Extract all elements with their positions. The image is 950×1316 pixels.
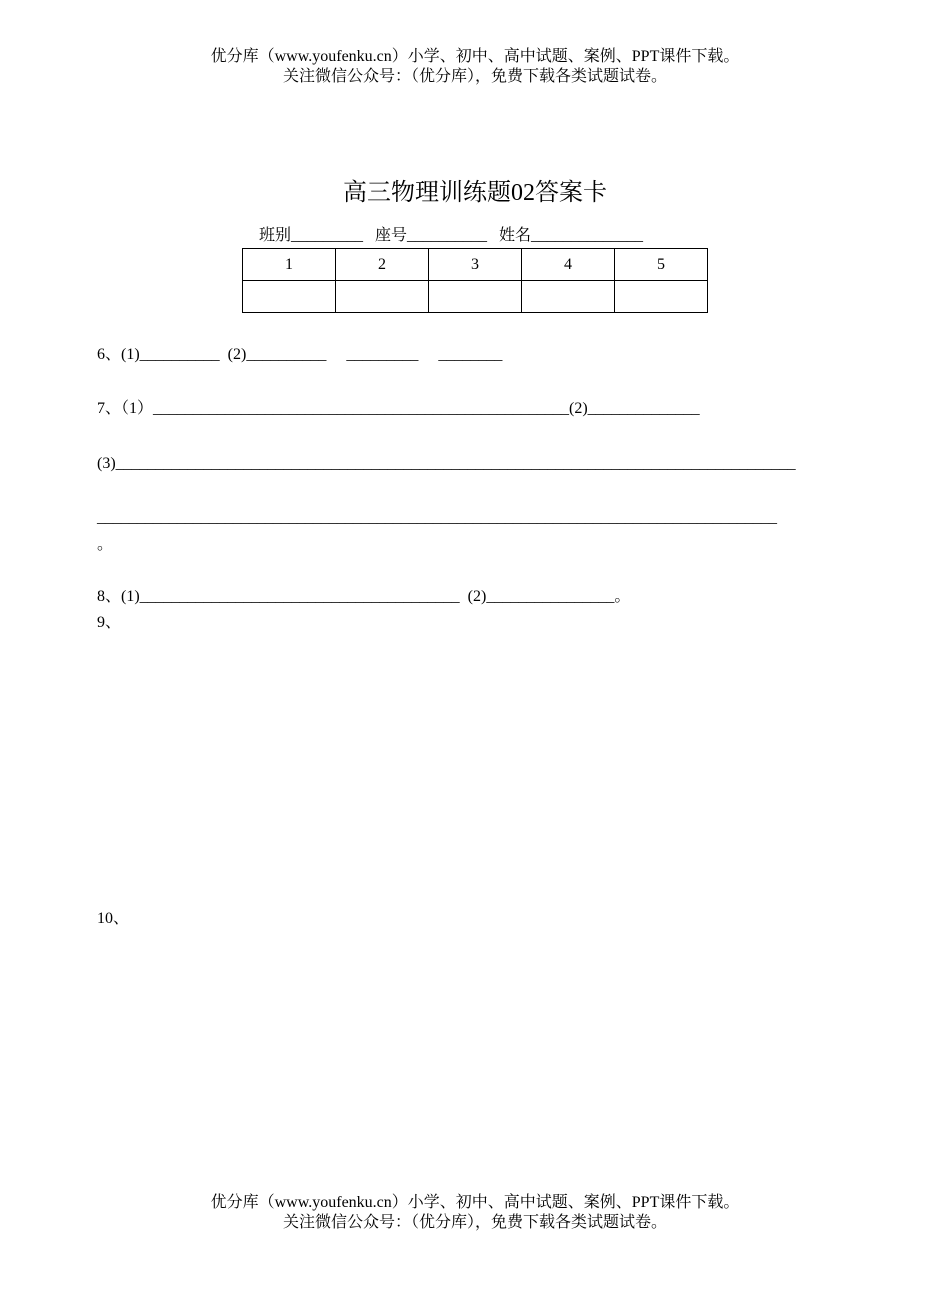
question-number-4: 4 (522, 249, 615, 281)
question-number-3: 3 (429, 249, 522, 281)
header-line-1: 优分库（www.youfenku.cn）小学、初中、高中试题、案例、PPT课件下载。 (210, 48, 740, 65)
question-number-1: 1 (243, 249, 336, 281)
page-title: 高三物理训练题02答案卡 (343, 180, 607, 206)
question-7-end-mark: 。 (97, 536, 114, 553)
question-7-part-1: 7、（1）____________________________________________________(2)______________ (97, 400, 700, 417)
footer-line-2: 关注微信公众号：（优分库），免费下载各类试题试卷。 (282, 1214, 667, 1231)
question-6: 6、(1)__________ (2)__________ _________ ________ (97, 346, 503, 363)
answer-cell-4[interactable] (522, 281, 615, 313)
answer-table-answer-row (243, 281, 708, 313)
answer-cell-2[interactable] (336, 281, 429, 313)
question-number-5: 5 (615, 249, 708, 281)
answer-cell-1[interactable] (243, 281, 336, 313)
question-7-continuation: _____________________________________________________________________________________ (97, 509, 777, 526)
header-line-2: 关注微信公众号：（优分库），免费下载各类试题试卷。 (282, 68, 667, 85)
question-number-2: 2 (336, 249, 429, 281)
footer-line-1: 优分库（www.youfenku.cn）小学、初中、高中试题、案例、PPT课件下载。 (210, 1194, 740, 1211)
answer-cell-3[interactable] (429, 281, 522, 313)
answer-cell-5[interactable] (615, 281, 708, 313)
question-9: 9、 (97, 614, 122, 631)
question-10: 10、 (97, 910, 130, 927)
question-7-part-3: (3)_____________________________________________________________________________________ (97, 455, 796, 472)
question-8: 8、(1)________________________________________ (2)________________。 (97, 588, 631, 605)
answer-table-header-row (243, 249, 708, 281)
student-info-line: 班别_________ 座号__________ 姓名______________ (259, 227, 644, 244)
answer-table (242, 248, 708, 313)
